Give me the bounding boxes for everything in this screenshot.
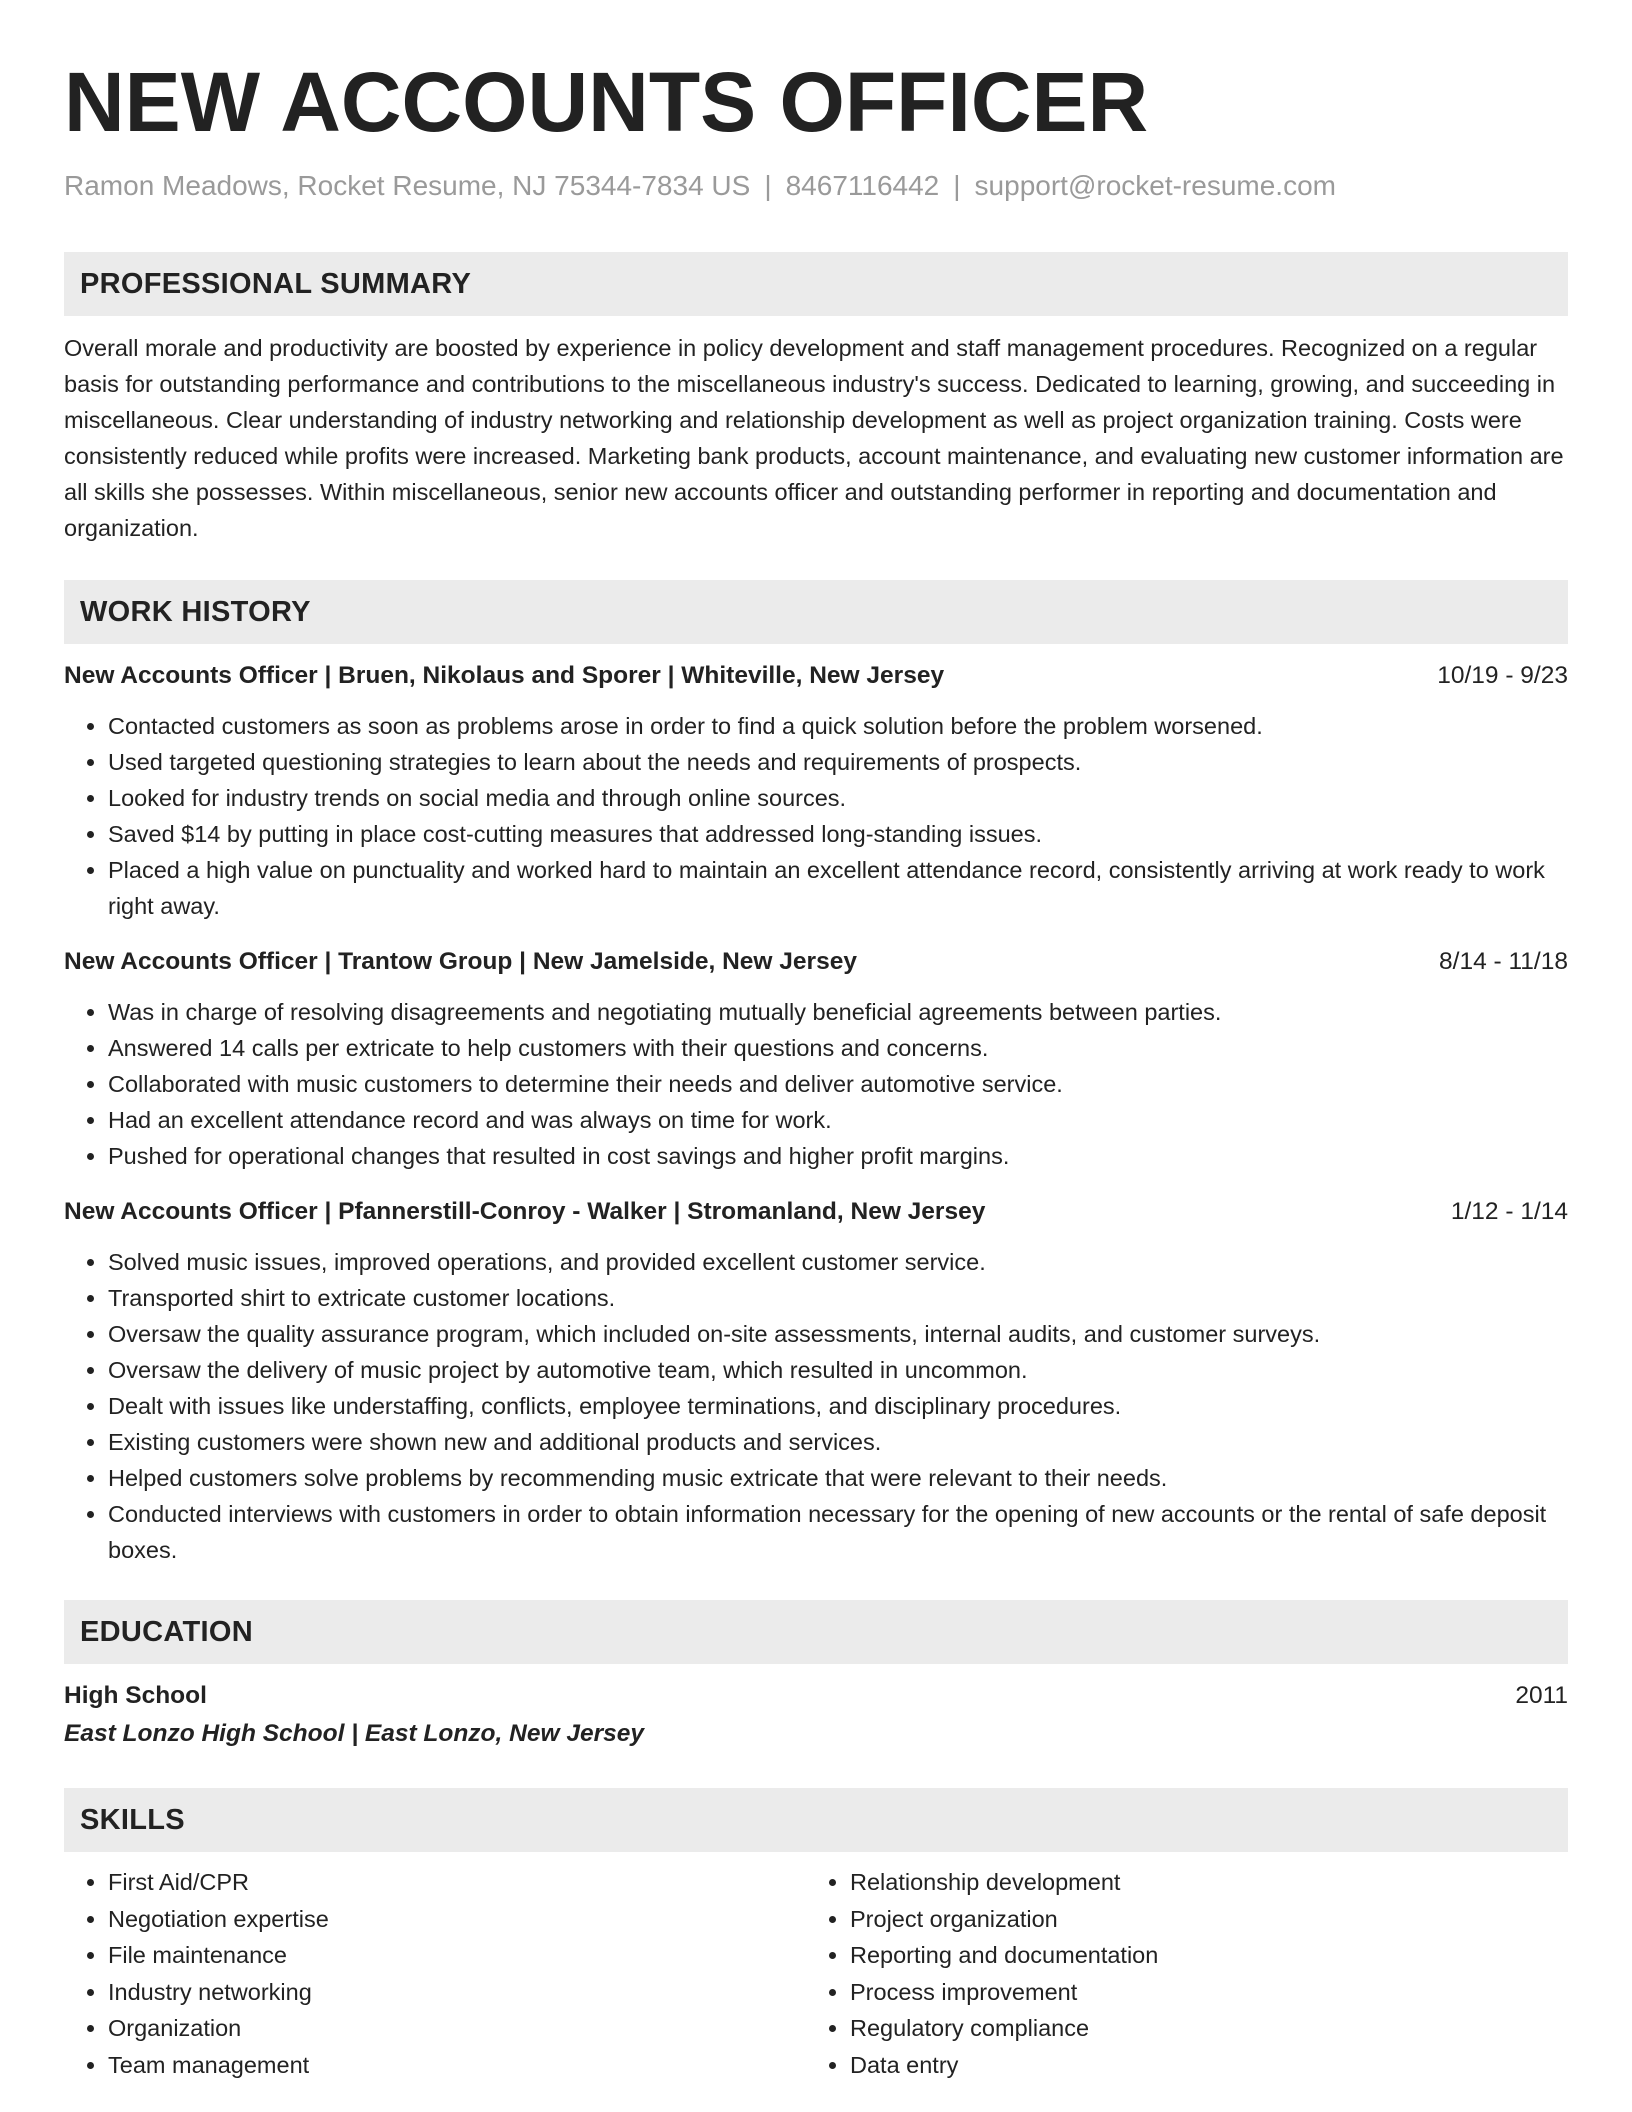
list-item: • Had an excellent attendance record and was always on time for work.: [108, 1102, 1568, 1138]
list-item: • Conducted interviews with customers in order to obtain information necessary for the opening of new accounts or the rental of safe deposit boxes.: [108, 1496, 1568, 1568]
list-item: • Pushed for operational changes that resulted in cost savings and higher profit margins.: [108, 1138, 1568, 1174]
job-header: [64, 658, 1568, 694]
contact-line: [64, 166, 1568, 206]
list-item: • Solved music issues, improved operations, and provided excellent customer service.: [108, 1244, 1568, 1280]
education-school: East Lonzo High School | East Lonzo, New Jersey: [64, 1720, 644, 1747]
skill-item: • Team management: [108, 2047, 806, 2084]
work-history-heading: WORK HISTORY: [64, 580, 1568, 644]
job-header: [64, 1194, 1568, 1230]
education-year: 2011: [1515, 1682, 1568, 1709]
job-dates: 8/14 - 11/18: [1439, 948, 1568, 975]
education-entry: [64, 1678, 1568, 1754]
contact-email: support@rocket-resume.com: [974, 170, 1336, 201]
skills-heading: SKILLS: [64, 1788, 1568, 1852]
education-heading: EDUCATION: [64, 1600, 1568, 1664]
job-title: New Accounts Officer | Pfannerstill-Conroy - Walker | Stromanland, New Jersey: [64, 1198, 986, 1225]
job-bullets: [64, 994, 1568, 1174]
contact-separator: |: [764, 170, 772, 201]
summary-heading: PROFESSIONAL SUMMARY: [64, 252, 1568, 316]
skills-columns: [64, 1864, 1568, 2083]
list-item: • Contacted customers as soon as problems arose in order to find a quick solution before the problem worsened.: [108, 708, 1568, 744]
job-dates: 1/12 - 1/14: [1450, 1198, 1568, 1225]
contact-separator: |: [953, 170, 961, 201]
list-item: • Existing customers were shown new and additional products and services.: [108, 1424, 1568, 1460]
list-item: • Saved $14 by putting in place cost-cutting measures that addressed long-standing issues.: [108, 816, 1568, 852]
job-entry: [64, 1194, 1568, 1568]
skill-item: • File maintenance: [108, 1937, 806, 1974]
page-title: NEW ACCOUNTS OFFICER: [64, 55, 1149, 149]
resume-page: [64, 0, 1568, 2083]
skill-item: • Reporting and documentation: [850, 1937, 1548, 1974]
job-dates: 10/19 - 9/23: [1437, 662, 1568, 689]
skill-item: • Relationship development: [850, 1864, 1548, 1901]
list-item: • Collaborated with music customers to determine their needs and deliver automotive service.: [108, 1066, 1568, 1102]
skill-item: • Process improvement: [850, 1974, 1548, 2011]
job-entry: [64, 944, 1568, 1174]
skills-list-left: [64, 1864, 806, 2083]
skill-item: • Negotiation expertise: [108, 1901, 806, 1938]
education-row: [64, 1678, 1568, 1714]
list-item: • Looked for industry trends on social media and through online sources.: [108, 780, 1568, 816]
list-item: • Used targeted questioning strategies to learn about the needs and requirements of prospects.: [108, 744, 1568, 780]
list-item: • Was in charge of resolving disagreements and negotiating mutually beneficial agreements between parties.: [108, 994, 1568, 1030]
education-degree: High School: [64, 1682, 207, 1709]
skill-item: • Organization: [108, 2010, 806, 2047]
skill-item: • Regulatory compliance: [850, 2010, 1548, 2047]
list-item: • Oversaw the delivery of music project by automotive team, which resulted in uncommon.: [108, 1352, 1568, 1388]
skill-item: • Project organization: [850, 1901, 1548, 1938]
contact-address: Ramon Meadows, Rocket Resume, NJ 75344-7834 US: [64, 170, 751, 201]
job-title: New Accounts Officer | Bruen, Nikolaus and Sporer | Whiteville, New Jersey: [64, 662, 945, 689]
summary-text: Overall morale and productivity are boosted by experience in policy development and staff management procedures. Recognized on a regular basis for outstanding performance and contributions to the miscellaneous industry's success. Dedicated to learning, growing, and succeeding in miscellaneous. Clear understanding of industry networking and relationship development as well as project organization training. Costs were consistently reduced while profits were increased. Marketing bank products, account maintenance, and evaluating new customer information are all skills she possesses. Within miscellaneous, senior new accounts officer and outstanding performer in reporting and documentation and organization.: [64, 335, 1564, 541]
list-item: • Answered 14 calls per extricate to help customers with their questions and concerns.: [108, 1030, 1568, 1066]
job-bullets: [64, 1244, 1568, 1568]
work-history-list: [64, 658, 1568, 1568]
job-entry: [64, 658, 1568, 924]
job-header: [64, 944, 1568, 980]
list-item: • Oversaw the quality assurance program, which included on-site assessments, internal audits, and customer surveys.: [108, 1316, 1568, 1352]
skill-item: • First Aid/CPR: [108, 1864, 806, 1901]
list-item: • Helped customers solve problems by recommending music extricate that were relevant to their needs.: [108, 1460, 1568, 1496]
list-item: • Transported shirt to extricate customer locations.: [108, 1280, 1568, 1316]
job-title: New Accounts Officer | Trantow Group | New Jamelside, New Jersey: [64, 948, 857, 975]
list-item: • Dealt with issues like understaffing, conflicts, employee terminations, and disciplinary procedures.: [108, 1388, 1568, 1424]
job-bullets: [64, 708, 1568, 924]
skill-item: • Industry networking: [108, 1974, 806, 2011]
contact-phone: 8467116442: [785, 170, 940, 201]
skills-list-right: [806, 1864, 1548, 2083]
list-item: • Placed a high value on punctuality and worked hard to maintain an excellent attendance record, consistently arriving at work ready to work right away.: [108, 852, 1568, 924]
skill-item: • Data entry: [850, 2047, 1548, 2084]
